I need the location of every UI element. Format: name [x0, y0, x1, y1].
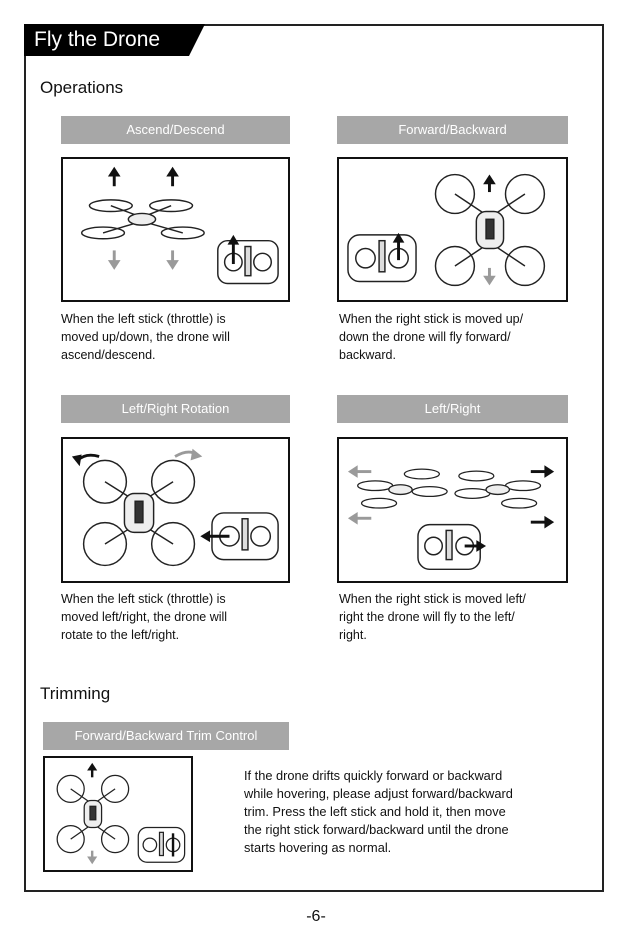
- left-right-caption: When the right stick is moved left/ right the drone will fly to the left/ right.: [339, 592, 526, 642]
- remote-controller-icon: [138, 828, 184, 863]
- forward-backward-label: Forward/Backward: [337, 116, 568, 144]
- forward-arrow-icon: [87, 763, 97, 777]
- trim-instructions: If the drone drifts quickly forward or backward while hovering, please adjust forward/backward trim. Press the left stick and hold it, then move the right stick forward/backward until the drone starts hovering as normal.: [244, 768, 513, 855]
- backward-arrow-icon: [87, 851, 97, 865]
- section-title: Fly the Drone: [24, 24, 189, 56]
- left-right-label: Left/Right: [337, 395, 568, 423]
- forward-arrow-icon: [483, 175, 496, 193]
- forward-backward-caption: When the right stick is moved up/ down the drone will fly forward/ backward.: [339, 312, 524, 362]
- operations-heading: Operations: [40, 78, 124, 97]
- backward-arrow-icon: [483, 268, 496, 286]
- ascend-descend-caption: When the left stick (throttle) is moved up/down, the drone will ascend/descend.: [61, 312, 230, 362]
- trim-illustration: [43, 756, 193, 872]
- page-number: -6-: [306, 908, 326, 925]
- rotation-illustration: [61, 437, 290, 583]
- trimming-heading: Trimming: [40, 684, 111, 703]
- right-arrow-icon: [531, 465, 554, 528]
- remote-controller-icon: [418, 525, 486, 570]
- remote-controller-icon: [200, 513, 278, 560]
- remote-controller-icon: [348, 233, 416, 282]
- drone-side-view: [358, 469, 541, 508]
- forward-backward-illustration: [337, 157, 568, 302]
- drone-top-view: [57, 775, 128, 852]
- trim-control-label: Forward/Backward Trim Control: [43, 722, 289, 750]
- ascend-descend-label: Ascend/Descend: [61, 116, 290, 144]
- remote-controller-icon: [218, 235, 278, 284]
- drone-top-view: [84, 460, 195, 565]
- rotation-label: Left/Right Rotation: [61, 395, 290, 423]
- left-right-illustration: [337, 437, 568, 583]
- drone-side-view: [82, 200, 205, 239]
- down-arrow-icon: [108, 250, 179, 269]
- ascend-descend-illustration: [61, 157, 290, 302]
- up-arrow-icon: [108, 167, 179, 186]
- left-arrow-icon: [348, 465, 371, 524]
- rotation-caption: When the left stick (throttle) is moved left/right, the drone will rotate to the left/right.: [61, 592, 228, 642]
